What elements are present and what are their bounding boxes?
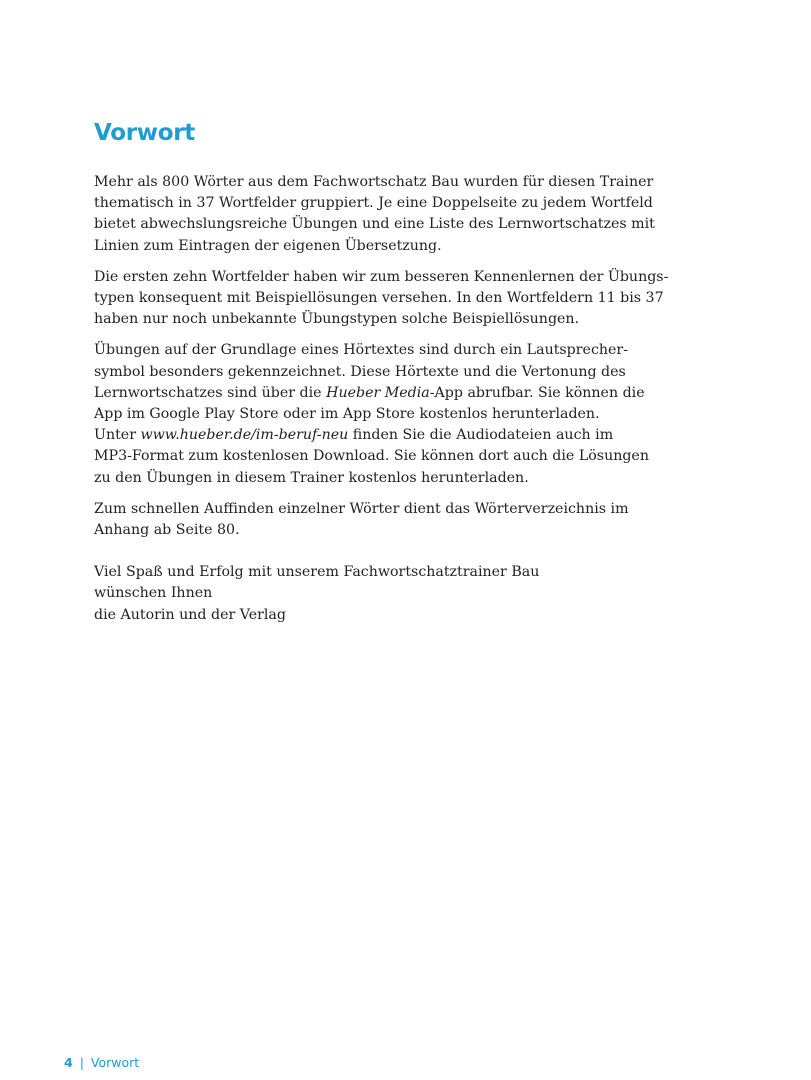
paragraph-1 xyxy=(94,172,674,257)
text-line: symbol besonders gekennzeichnet. Diese Hörtexte und die Vertonung des xyxy=(94,363,626,380)
text-line: bietet abwechslungsreiche Übungen und eine Liste des Lernwortschatzes mit xyxy=(94,216,655,233)
text-line: MP3-Format zum kostenlosen Download. Sie können dort auch die Lösungen xyxy=(94,448,649,465)
text-line: die Autorin und der Verlag xyxy=(94,606,286,623)
text-line: Viel Spaß und Erfolg mit unserem Fachwortschatztrainer Bau xyxy=(94,564,540,581)
text-line: haben nur noch unbekannte Übungstypen solche Beispiellösungen. xyxy=(94,311,580,328)
text-line: thematisch in 37 Wortfelder gruppiert. Je eine Doppelseite zu jedem Wortfeld xyxy=(94,195,653,212)
app-name-italic: Hueber Media xyxy=(326,384,430,401)
text-line: wünschen Ihnen xyxy=(94,585,213,602)
page-number: 4 xyxy=(64,1055,73,1070)
text-line: zu den Übungen in diesem Trainer kostenlos herunterladen. xyxy=(94,469,529,486)
text-segment: Lernwortschatzes sind über die xyxy=(94,384,327,401)
text-line xyxy=(94,383,674,404)
text-line: Die ersten zehn Wortfelder haben wir zum besseren Kennenlernen der Übungs- xyxy=(94,268,669,285)
paragraph-4 xyxy=(94,499,674,541)
text-line: Linien zum Eintragen der eigenen Übersetzung. xyxy=(94,237,442,254)
text-line: Mehr als 800 Wörter aus dem Fachwortschatz Bau wurden für diesen Trainer xyxy=(94,174,654,190)
text-line: Übungen auf der Grundlage eines Hörtextes sind durch ein Lautsprecher- xyxy=(94,342,628,359)
text-line: typen konsequent mit Beispiellösungen versehen. In den Wortfeldern 11 bis 37 xyxy=(94,290,664,307)
footer-section-title: Vorwort xyxy=(90,1055,140,1070)
text-line: Zum schnellen Auffinden einzelner Wörter dient das Wörterverzeichnis im xyxy=(94,500,629,517)
closing-greeting xyxy=(94,562,674,626)
text-segment: finden Sie die Audiodateien auch im xyxy=(348,427,614,444)
text-line: Anhang ab Seite 80. xyxy=(94,522,240,539)
text-line: App im Google Play Store oder im App Store kostenlos herunterladen. xyxy=(94,406,600,423)
text-segment: Unter xyxy=(94,427,141,444)
page-footer xyxy=(64,1055,139,1070)
text-segment: -App abrufbar. Sie können die xyxy=(429,384,645,401)
text-body xyxy=(94,172,674,626)
website-url-italic: www.hueber.de/im-beruf-neu xyxy=(140,427,349,444)
page-title: Vorwort xyxy=(94,120,195,146)
paragraph-2 xyxy=(94,267,674,331)
paragraph-3 xyxy=(94,340,674,488)
text-line xyxy=(94,425,674,446)
footer-separator: | xyxy=(79,1055,84,1070)
